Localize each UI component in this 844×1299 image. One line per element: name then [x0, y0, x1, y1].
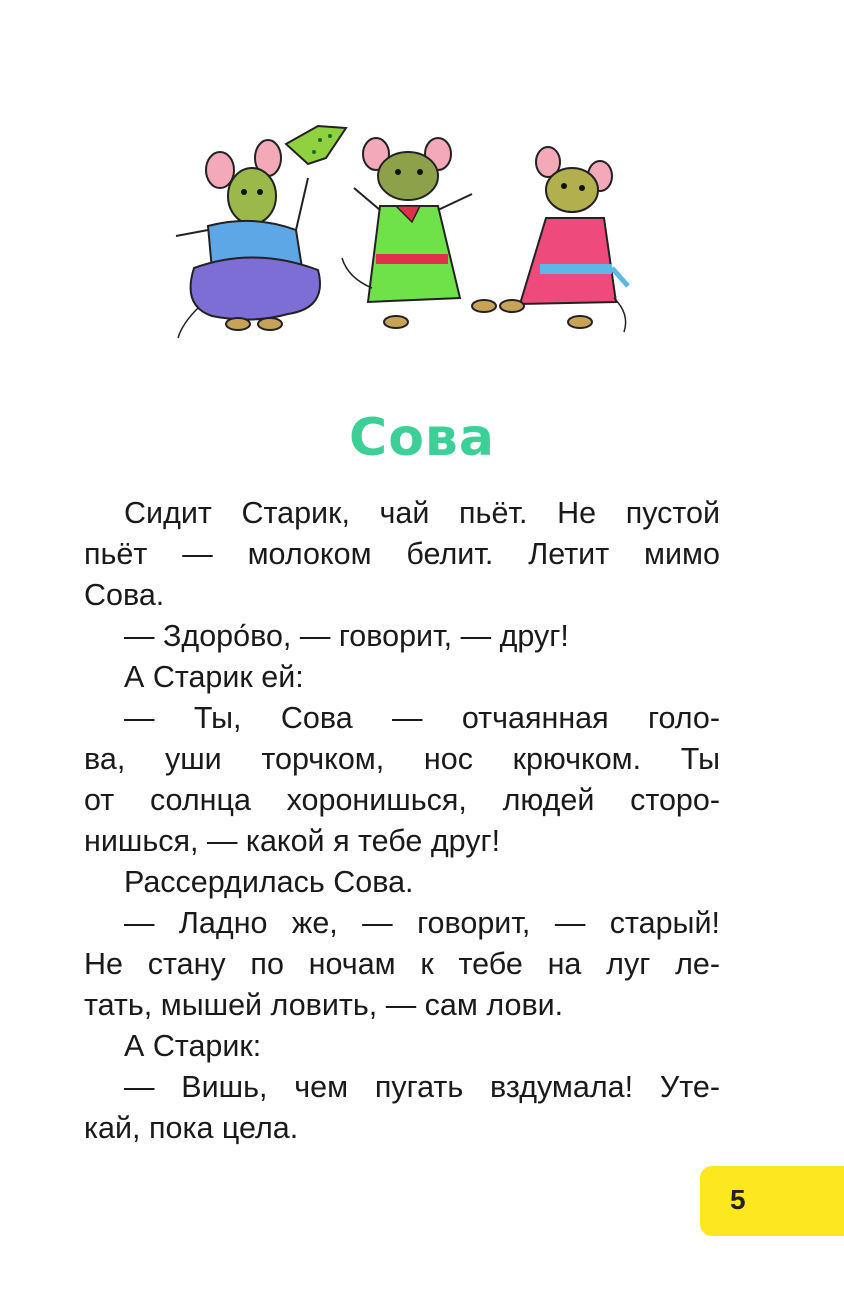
text-line: от солнца хоронишься, людей сторо-	[84, 783, 720, 817]
paragraph-3	[84, 657, 720, 698]
text-line: — Вишь, чем пугать вздумала! Уте-	[124, 1070, 720, 1104]
story-text	[84, 493, 720, 1149]
text-line: А Старик:	[124, 1029, 262, 1063]
page-number: 5	[730, 1184, 746, 1215]
text-line: — Ты, Сова — отчаянная голо-	[124, 701, 720, 735]
paragraph-6	[84, 903, 720, 1026]
paragraph-8	[84, 1067, 720, 1149]
text-line: Не стану по ночам к тебе на луг ле-	[84, 947, 720, 981]
page-number-tab	[700, 1166, 844, 1236]
text-line: ва, уши торчком, нос крючком. Ты	[84, 742, 720, 776]
three-mice-illustration	[168, 118, 638, 350]
mouse-in-pink-shirt	[500, 147, 628, 332]
paragraph-2	[84, 616, 720, 657]
paragraph-4	[84, 698, 720, 862]
mouse-in-blue-dress	[176, 126, 346, 338]
mouse-in-green-shirt	[342, 138, 496, 328]
text-line: — Здоро́во, — говорит, — друг!	[124, 619, 569, 653]
text-line: — Ладно же, — говорит, — старый!	[124, 906, 720, 940]
story-title: Сова	[349, 408, 495, 468]
text-line: пьёт — молоком белит. Летит мимо	[84, 537, 720, 571]
text-line: А Старик ей:	[124, 660, 304, 694]
text-line: Рассердилась Сова.	[124, 865, 414, 899]
paragraph-7	[84, 1026, 720, 1067]
text-line: нишься, — какой я тебе друг!	[84, 824, 501, 858]
text-line: тать, мышей ловить, — сам лови.	[84, 988, 564, 1022]
text-line: Сова.	[84, 578, 165, 612]
paragraph-1	[84, 493, 720, 616]
text-line: Сидит Старик, чай пьёт. Не пустой	[124, 496, 720, 530]
paragraph-5	[84, 862, 720, 903]
text-line: кай, пока цела.	[84, 1111, 299, 1145]
